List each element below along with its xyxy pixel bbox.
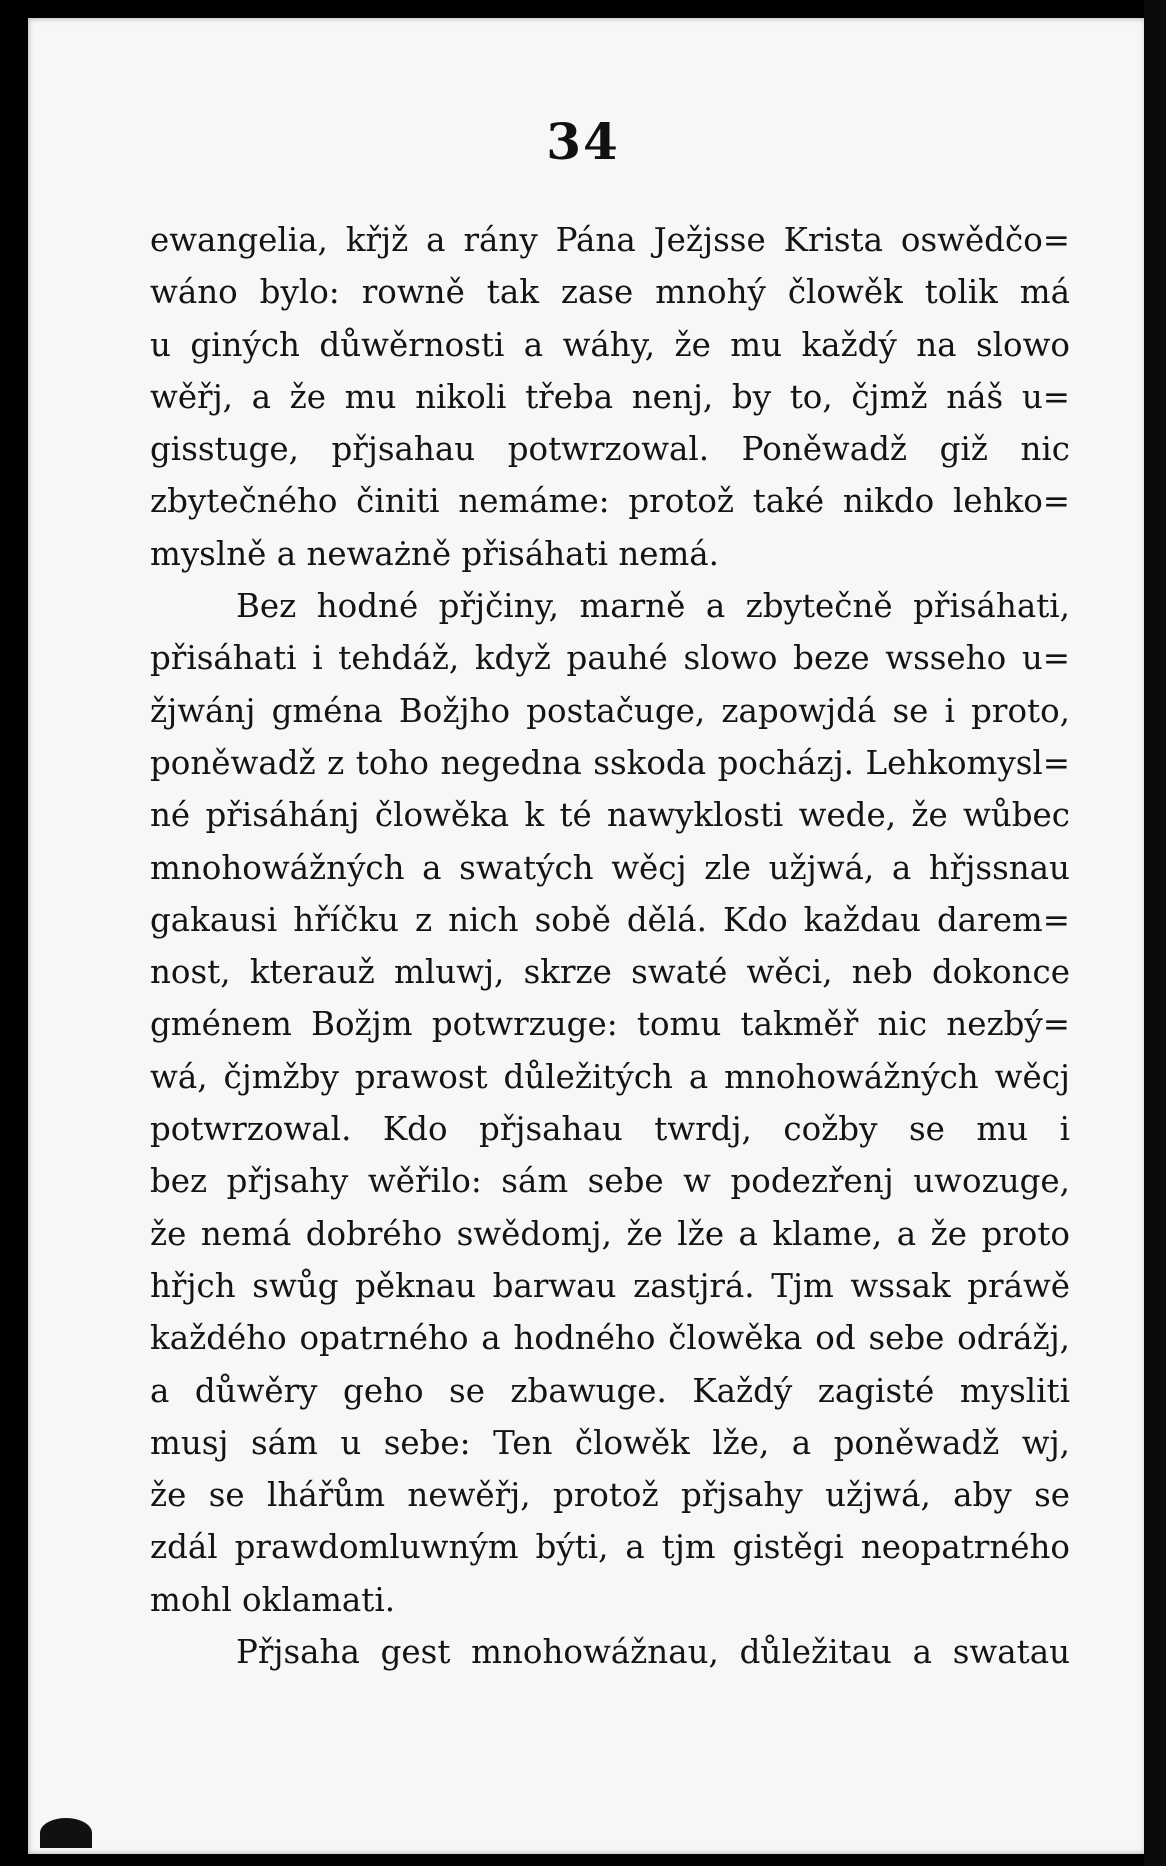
text-line: že nemá dobrého swědomj, že lže a klame, a že proto <box>150 1214 1070 1253</box>
text-line: potwrzowal. Kdo přjsahau twrdj, cožby se mu i <box>150 1110 1070 1149</box>
text-line: mnohowážných a swatých wěcj zle užjwá, a hřjssnau <box>150 848 1070 887</box>
body-text <box>150 214 1070 1678</box>
text-line: wěřj, a že mu nikoli třeba nenj, by to, čjmž náš u= <box>150 377 1070 416</box>
text-line: musj sám u sebe: Ten člowěk lže, a poněwadž wj, <box>150 1423 1070 1462</box>
text-line: poněwadž z toho negedna sskoda pocházj. Lehkomysl= <box>150 743 1070 782</box>
text-line: zdál prawdomluwným býti, a tjm gistěgi neopatrného <box>150 1528 1070 1567</box>
text-line: a důwěry geho se zbawuge. Každý zagisté mysliti <box>150 1371 1070 1410</box>
text-line: mohl oklamati. <box>150 1580 396 1619</box>
ink-blot <box>40 1818 92 1848</box>
text-line: ewangelia, křjž a rány Pána Ježjsse Krista oswědčo= <box>150 221 1070 259</box>
text-line: žjwánj gména Božjho postačuge, zapowjdá se i proto, <box>150 691 1070 730</box>
text-line: hřjch swůg pěknau barwau zastjrá. Tjm wssak práwě <box>150 1266 1070 1305</box>
text-line: zbytečného činiti nemáme: protož také nikdo lehko= <box>150 482 1070 521</box>
text-line: Bez hodné přjčiny, marně a zbytečně přisáhati, <box>236 587 1070 626</box>
text-line: každého opatrného a hodného člowěka od sebe odrážj, <box>150 1319 1070 1358</box>
text-line: u giných důwěrnosti a wáhy, že mu každý na slowo <box>150 325 1070 364</box>
book-edge <box>1144 0 1166 1866</box>
text-line: wá, čjmžby prawost důležitých a mnohowážných wěcj <box>150 1057 1070 1096</box>
text-line: že se lhářům newěřj, protož přjsahy užjwá, aby se <box>150 1476 1070 1515</box>
text-line: přisáhati i tehdáž, když pauhé slowo beze wsseho u= <box>150 639 1070 678</box>
page-number: 34 <box>546 112 620 171</box>
text-line: gisstuge, přjsahau potwrzowal. Poněwadž giž nic <box>150 430 1070 469</box>
text-line: gakausi hříčku z nich sobě dělá. Kdo každau darem= <box>150 900 1070 939</box>
text-line: né přisáhánj člowěka k té nawyklosti wede, že wůbec <box>150 796 1070 835</box>
text-line: bez přjsahy wěřilo: sám sebe w podezřenj uwozuge, <box>150 1162 1070 1201</box>
text-line: wáno bylo: rowně tak zase mnohý člowěk tolik má <box>150 273 1070 312</box>
text-line: gménem Božjm potwrzuge: tomu takměř nic nezbý= <box>150 1005 1070 1044</box>
text-line: nost, kterauž mluwj, skrze swaté wěci, neb dokonce <box>150 953 1070 992</box>
text-line: Přjsaha gest mnohowážnau, důležitau a swatau <box>236 1633 1070 1672</box>
text-line: myslně a neważně přisáhati nemá. <box>150 534 720 573</box>
